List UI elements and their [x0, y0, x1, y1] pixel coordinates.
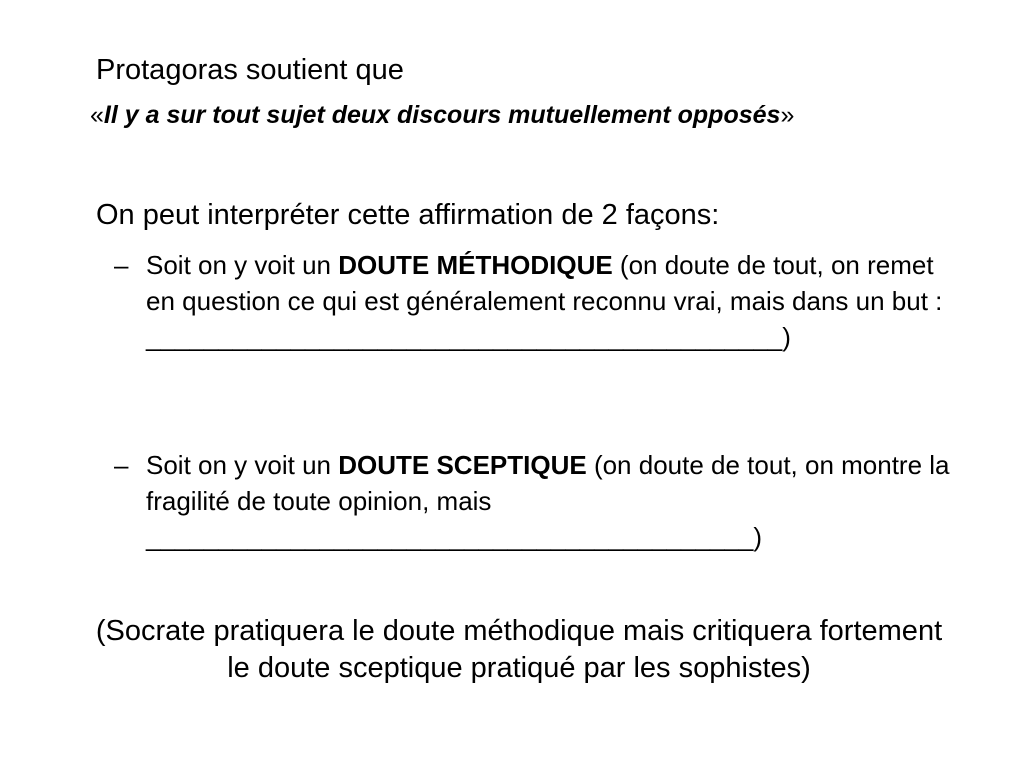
quote [90, 103, 794, 128]
quote-text: Il y a sur tout sujet deux discours mutuellement opposés [103, 101, 781, 129]
bullet-lead-text: Soit on y voit un [146, 250, 339, 280]
interpretations-heading: On peut interpréter cette affirmation de 2 façons: [96, 199, 720, 231]
bullet-description: (on doute de tout, on remet en question ce qui est généralement reconnu vrai, mais dans un but : [146, 250, 943, 316]
methodical-doubt-term: DOUTE MÉTHODIQUE [338, 250, 613, 280]
bullet-lead-text: Soit on y voit un [146, 450, 339, 480]
bullet-dash: – [114, 450, 129, 480]
bullet-sceptical-doubt [114, 447, 956, 555]
answer-blank-line: __________________________________________) [146, 522, 762, 552]
quote-close-mark: » [780, 101, 795, 129]
bullet-methodical-doubt [114, 247, 956, 355]
bullet-description: (on doute de tout, on montre la fragilité de toute opinion, mais [146, 450, 950, 516]
socrates-note: (Socrate pratiquera le doute méthodique mais critiquera fortement le doute sceptique pratiqué par les sophistes) [95, 615, 943, 684]
sceptical-doubt-term: DOUTE SCEPTIQUE [338, 450, 587, 480]
bullet-dash: – [114, 250, 129, 280]
quote-open-mark: « [90, 101, 104, 129]
intro-text: Protagoras soutient que [96, 54, 404, 86]
answer-blank-line: ____________________________________________) [146, 322, 791, 352]
